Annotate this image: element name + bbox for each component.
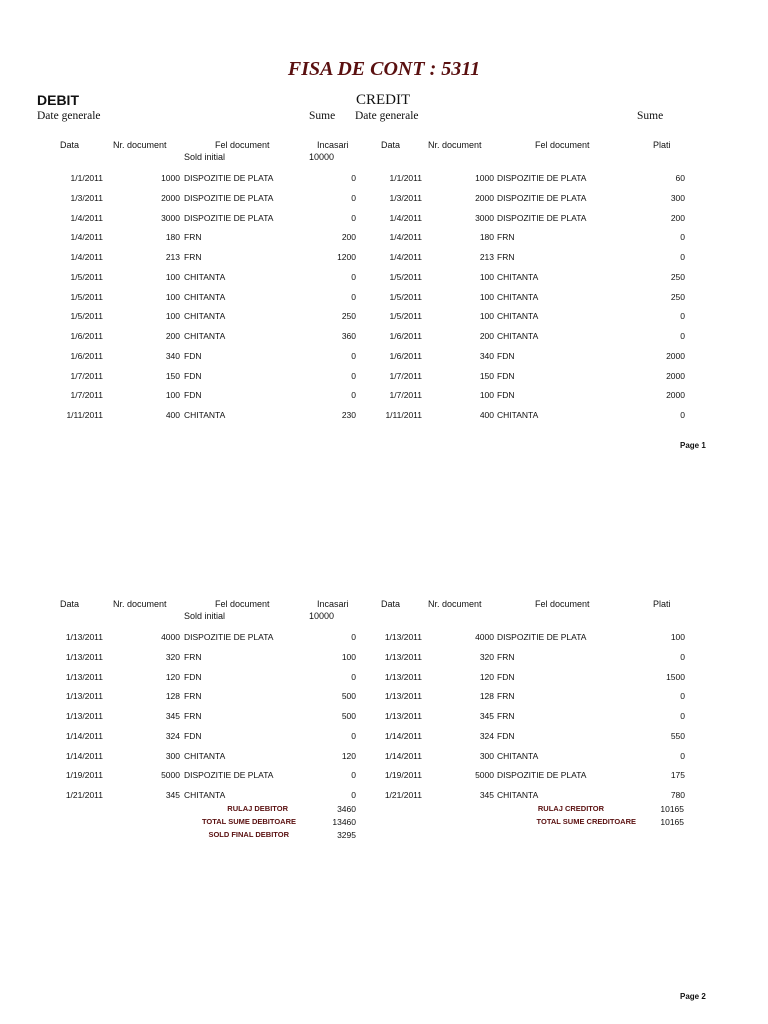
debit-date: 1/5/2011 <box>70 291 103 302</box>
credit-sum: 2000 <box>666 370 685 381</box>
debit-fel: CHITANTA <box>184 790 226 800</box>
col-header-incasari: Incasari <box>317 140 349 150</box>
debit-fel: FDN <box>184 671 202 682</box>
credit-sum: 60 <box>675 173 685 183</box>
credit-nr: 345 <box>479 711 494 721</box>
credit-sum: 0 <box>680 410 685 420</box>
credit-sum: 0 <box>680 232 685 243</box>
debit-fel: DISPOZITIE DE PLATA <box>184 212 274 223</box>
credit-fel: CHITANTA <box>497 271 539 282</box>
rulaj-creditor-label: RULAJ CREDITOR <box>537 804 604 813</box>
debit-nr: 100 <box>165 311 180 322</box>
debit-fel: FDN <box>184 730 202 741</box>
credit-nr: 2000 <box>475 192 494 203</box>
credit-nr: 200 <box>479 331 494 341</box>
debit-nr: 150 <box>165 370 180 381</box>
col-header-data-credit: Data <box>381 140 401 150</box>
debit-nr: 400 <box>165 410 180 420</box>
credit-sum: 100 <box>670 632 685 642</box>
credit-sum: 300 <box>670 192 685 203</box>
debit-nr: 324 <box>165 730 180 741</box>
credit-date: 1/11/2011 <box>385 410 422 420</box>
sold-initial-value: 10000 <box>309 152 335 162</box>
debit-sum: 0 <box>351 192 356 203</box>
credit-nr: 324 <box>479 730 494 741</box>
credit-date: 1/4/2011 <box>389 252 422 262</box>
credit-sum: 250 <box>670 271 685 282</box>
credit-fel: FRN <box>497 252 515 262</box>
sold-final-debitor-value: 3295 <box>337 830 356 840</box>
debit-fel: FRN <box>184 232 202 243</box>
total-sume-debitoare-value: 13460 <box>332 817 356 827</box>
col-header-nr-document-debit: Nr. document <box>113 140 167 150</box>
credit-sum: 2000 <box>666 390 685 401</box>
debit-sum: 360 <box>341 331 356 341</box>
credit-sum: 2000 <box>666 350 685 361</box>
sold-final-debitor-label: SOLD FINAL DEBITOR <box>208 830 289 839</box>
rulaj-debitor-value: 3460 <box>337 804 356 814</box>
credit-sum: 780 <box>670 790 685 800</box>
debit-date: 1/5/2011 <box>70 311 103 322</box>
debit-date: 1/6/2011 <box>70 350 103 361</box>
credit-date: 1/5/2011 <box>389 311 422 322</box>
debit-sum: 250 <box>341 311 356 322</box>
debit-label: DEBIT <box>37 92 79 108</box>
rulaj-debitor-label: RULAJ DEBITOR <box>227 804 288 813</box>
credit-fel: FRN <box>497 651 515 662</box>
debit-sum: 0 <box>351 671 356 682</box>
debit-date: 1/4/2011 <box>70 232 103 243</box>
credit-fel: CHITANTA <box>497 410 539 420</box>
sold-initial-label: Sold initial <box>184 611 226 621</box>
credit-fel: DISPOZITIE DE PLATA <box>497 173 587 183</box>
credit-date: 1/4/2011 <box>389 232 422 243</box>
credit-nr: 345 <box>479 790 494 800</box>
credit-fel: FDN <box>497 370 515 381</box>
credit-nr: 100 <box>479 291 494 302</box>
debit-nr: 180 <box>165 232 180 243</box>
page-title: FISA DE CONT : 5311 <box>287 58 481 80</box>
debit-nr: 100 <box>165 390 180 401</box>
debit-nr: 128 <box>165 691 180 702</box>
rulaj-creditor-value: 10165 <box>660 804 684 814</box>
debit-nr: 100 <box>165 271 180 282</box>
credit-sum: 0 <box>680 651 685 662</box>
debit-sum: 0 <box>351 173 356 183</box>
col-header-fel-document-debit: Fel document <box>215 599 270 609</box>
credit-nr: 4000 <box>475 632 494 642</box>
debit-fel: CHITANTA <box>184 311 226 322</box>
debit-sum: 0 <box>351 730 356 741</box>
credit-date: 1/3/2011 <box>389 192 422 203</box>
page-number-2: Page 2 <box>680 992 706 1001</box>
debit-fel: CHITANTA <box>184 750 226 761</box>
debit-sum: 0 <box>351 632 356 642</box>
page-number-1: Page 1 <box>680 441 706 450</box>
credit-sum: 0 <box>680 711 685 721</box>
credit-date: 1/13/2011 <box>384 671 422 682</box>
credit-nr: 300 <box>479 750 494 761</box>
credit-fel: FRN <box>497 691 515 702</box>
credit-date: 1/6/2011 <box>389 350 422 361</box>
debit-sum: 0 <box>351 390 356 401</box>
credit-sum: 0 <box>680 691 685 702</box>
col-header-data-debit: Data <box>60 599 80 609</box>
total-sume-creditoare-value: 10165 <box>660 817 684 827</box>
credit-date: 1/21/2011 <box>384 790 422 800</box>
debit-date: 1/7/2011 <box>70 370 103 381</box>
credit-nr: 100 <box>479 311 494 322</box>
debit-fel: CHITANTA <box>184 291 226 302</box>
credit-fel: CHITANTA <box>497 790 539 800</box>
col-header-plati: Plati <box>653 599 671 609</box>
debit-date: 1/13/2011 <box>65 632 103 642</box>
debit-date: 1/11/2011 <box>66 410 103 420</box>
debit-sum: 0 <box>351 271 356 282</box>
credit-fel: DISPOZITIE DE PLATA <box>497 192 587 203</box>
credit-nr: 400 <box>479 410 494 420</box>
credit-date: 1/14/2011 <box>384 750 422 761</box>
credit-label: CREDIT <box>356 92 411 108</box>
debit-fel: FRN <box>184 651 202 662</box>
debit-sum: 0 <box>351 350 356 361</box>
debit-fel: FRN <box>184 691 202 702</box>
debit-date: 1/13/2011 <box>65 711 103 721</box>
col-header-data-credit: Data <box>381 599 401 609</box>
credit-fel: FRN <box>497 711 515 721</box>
credit-date: 1/4/2011 <box>389 212 422 223</box>
credit-date: 1/19/2011 <box>384 770 422 781</box>
credit-nr: 128 <box>479 691 494 702</box>
debit-nr: 2000 <box>161 192 180 203</box>
debit-fel: FDN <box>184 370 202 381</box>
debit-fel: FRN <box>184 252 202 262</box>
debit-nr: 1000 <box>161 173 180 183</box>
credit-nr: 213 <box>479 252 494 262</box>
debit-fel: DISPOZITIE DE PLATA <box>184 173 274 183</box>
debit-sum: 0 <box>351 370 356 381</box>
credit-fel: FDN <box>497 390 515 401</box>
date-generale-right: Date generale <box>355 110 419 122</box>
debit-date: 1/13/2011 <box>65 671 103 682</box>
sold-initial-label: Sold initial <box>184 152 226 162</box>
col-header-plati: Plati <box>653 140 671 150</box>
credit-sum: 550 <box>670 730 685 741</box>
credit-fel: CHITANTA <box>497 311 539 322</box>
col-header-fel-document-debit: Fel document <box>215 140 270 150</box>
credit-nr: 5000 <box>475 770 494 781</box>
credit-date: 1/6/2011 <box>389 331 422 341</box>
total-sume-creditoare-label: TOTAL SUME CREDITOARE <box>536 817 636 826</box>
debit-sum: 200 <box>341 232 356 243</box>
debit-sum: 0 <box>351 770 356 781</box>
credit-fel: FRN <box>497 232 515 243</box>
debit-date: 1/13/2011 <box>65 651 103 662</box>
credit-date: 1/5/2011 <box>389 271 422 282</box>
credit-date: 1/1/2011 <box>389 173 422 183</box>
credit-date: 1/13/2011 <box>384 711 422 721</box>
debit-date: 1/3/2011 <box>70 192 103 203</box>
debit-nr: 320 <box>165 651 180 662</box>
credit-date: 1/13/2011 <box>384 691 422 702</box>
debit-nr: 120 <box>165 671 180 682</box>
debit-sum: 100 <box>341 651 356 662</box>
debit-date: 1/6/2011 <box>70 331 103 341</box>
credit-fel: FDN <box>497 671 515 682</box>
credit-nr: 180 <box>479 232 494 243</box>
credit-sum: 200 <box>670 212 685 223</box>
date-generale-left: Date generale <box>37 110 101 122</box>
debit-date: 1/1/2011 <box>70 173 103 183</box>
credit-fel: FDN <box>497 350 515 361</box>
debit-fel: DISPOZITIE DE PLATA <box>184 192 274 203</box>
credit-fel: CHITANTA <box>497 331 539 341</box>
credit-sum: 175 <box>670 770 685 781</box>
credit-sum: 0 <box>680 750 685 761</box>
col-header-nr-document-credit: Nr. document <box>428 599 482 609</box>
debit-date: 1/4/2011 <box>70 252 103 262</box>
debit-date: 1/14/2011 <box>65 750 103 761</box>
debit-fel: FDN <box>184 390 202 401</box>
col-header-fel-document-credit: Fel document <box>535 140 590 150</box>
credit-sum: 0 <box>680 252 685 262</box>
debit-fel: DISPOZITIE DE PLATA <box>184 632 274 642</box>
debit-sum: 1200 <box>337 252 356 262</box>
debit-fel: CHITANTA <box>184 331 226 341</box>
col-header-nr-document-credit: Nr. document <box>428 140 482 150</box>
debit-fel: CHITANTA <box>184 410 226 420</box>
debit-sum: 0 <box>351 291 356 302</box>
debit-nr: 345 <box>165 790 180 800</box>
debit-date: 1/19/2011 <box>65 770 103 781</box>
debit-sum: 0 <box>351 790 356 800</box>
debit-sum: 500 <box>341 691 356 702</box>
debit-fel: DISPOZITIE DE PLATA <box>184 770 274 781</box>
credit-nr: 340 <box>479 350 494 361</box>
debit-fel: FRN <box>184 711 202 721</box>
debit-date: 1/4/2011 <box>70 212 103 223</box>
debit-nr: 4000 <box>161 632 180 642</box>
credit-fel: CHITANTA <box>497 750 539 761</box>
credit-fel: DISPOZITIE DE PLATA <box>497 212 587 223</box>
debit-fel: CHITANTA <box>184 271 226 282</box>
debit-date: 1/5/2011 <box>70 271 103 282</box>
credit-date: 1/7/2011 <box>389 370 422 381</box>
debit-nr: 300 <box>165 750 180 761</box>
debit-nr: 213 <box>165 252 180 262</box>
credit-fel: FDN <box>497 730 515 741</box>
credit-sum: 1500 <box>666 671 685 682</box>
credit-sum: 0 <box>680 311 685 322</box>
credit-date: 1/13/2011 <box>384 632 422 642</box>
debit-sum: 120 <box>341 750 356 761</box>
credit-nr: 3000 <box>475 212 494 223</box>
credit-nr: 100 <box>479 271 494 282</box>
debit-date: 1/13/2011 <box>65 691 103 702</box>
credit-sum: 250 <box>670 291 685 302</box>
sold-initial-value: 10000 <box>309 611 335 621</box>
credit-fel: DISPOZITIE DE PLATA <box>497 632 587 642</box>
debit-date: 1/21/2011 <box>65 790 103 800</box>
credit-nr: 150 <box>479 370 494 381</box>
credit-nr: 320 <box>479 651 494 662</box>
debit-fel: FDN <box>184 350 202 361</box>
debit-nr: 340 <box>165 350 180 361</box>
credit-date: 1/13/2011 <box>384 651 422 662</box>
col-header-data-debit: Data <box>60 140 80 150</box>
credit-nr: 1000 <box>475 173 494 183</box>
total-sume-debitoare-label: TOTAL SUME DEBITOARE <box>201 817 296 826</box>
credit-nr: 100 <box>479 390 494 401</box>
debit-sum: 230 <box>341 410 356 420</box>
credit-nr: 120 <box>479 671 494 682</box>
debit-nr: 100 <box>165 291 180 302</box>
credit-date: 1/5/2011 <box>389 291 422 302</box>
debit-sum: 500 <box>341 711 356 721</box>
credit-date: 1/7/2011 <box>389 390 422 401</box>
debit-nr: 200 <box>165 331 180 341</box>
credit-fel: DISPOZITIE DE PLATA <box>497 770 587 781</box>
credit-sum: 0 <box>680 331 685 341</box>
col-header-nr-document-debit: Nr. document <box>113 599 167 609</box>
debit-nr: 3000 <box>161 212 180 223</box>
debit-date: 1/7/2011 <box>70 390 103 401</box>
col-header-fel-document-credit: Fel document <box>535 599 590 609</box>
debit-date: 1/14/2011 <box>65 730 103 741</box>
sume-right: Sume <box>637 110 664 122</box>
debit-nr: 5000 <box>161 770 180 781</box>
credit-date: 1/14/2011 <box>384 730 422 741</box>
debit-nr: 345 <box>165 711 180 721</box>
sume-left: Sume <box>309 110 336 122</box>
col-header-incasari: Incasari <box>317 599 349 609</box>
debit-sum: 0 <box>351 212 356 223</box>
credit-fel: CHITANTA <box>497 291 539 302</box>
